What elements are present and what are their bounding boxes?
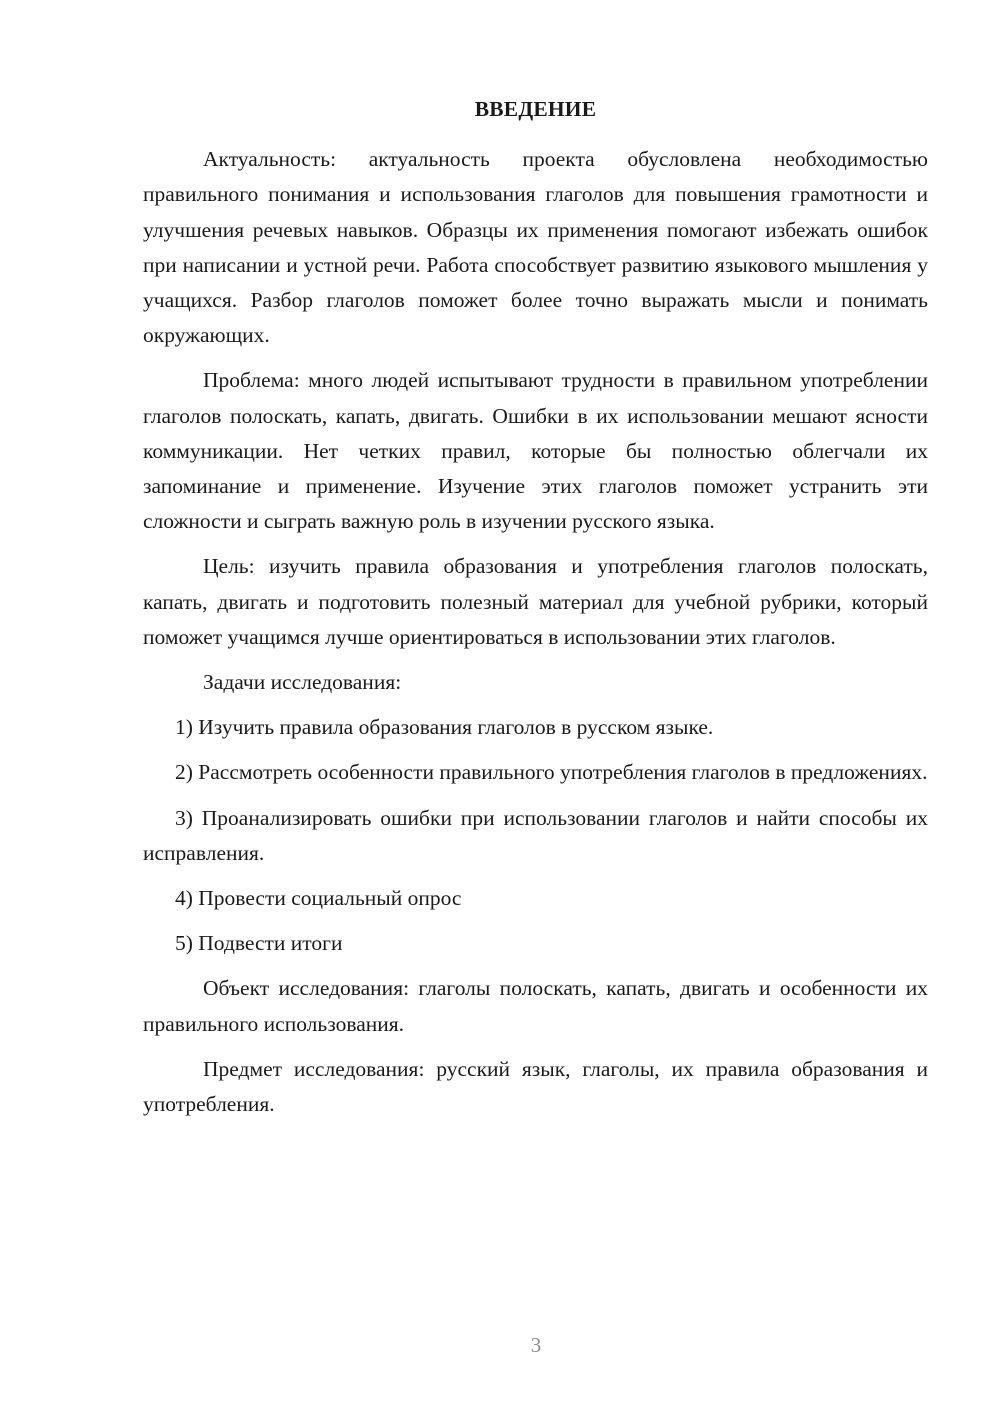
page-content bbox=[143, 92, 928, 1122]
paragraph-goal: Цель: изучить правила образования и употребления глаголов полоскать, капать, двигать и подготовить полезный материал для учебной рубрики, который поможет учащимся лучше ориентироваться в использовании этих глаголов. bbox=[143, 554, 928, 649]
paragraph-relevance: Актуальность: актуальность проекта обусловлена необходимостью правильного понимания и использования глаголов для повышения грамотности и улучшения речевых навыков. Образцы их применения помогают избежать ошибок при написании и устной речи. Работа способствует развитию языкового мышления у учащихся. Разбор глаголов поможет более точно выражать мысли и понимать окружающих. bbox=[143, 147, 928, 348]
page-number: 3 bbox=[530, 1333, 542, 1357]
paragraph-problem: Проблема: много людей испытывают трудности в правильном употреблении глаголов полоскать, капать, двигать. Ошибки в их использовании мешают ясности коммуникации. Нет четких правил, которые бы полностью облегчали их запоминание и применение. Изучение этих глаголов поможет устранить эти сложности и сыграть важную роль в изучении русского языка. bbox=[143, 368, 928, 534]
task-item-3: 3) Проанализировать ошибки при использовании глаголов и найти способы их исправления. bbox=[143, 805, 928, 865]
task-item-5: 5) Подвести итоги bbox=[175, 931, 343, 956]
task-item-1: 1) Изучить правила образования глаголов в русском языке. bbox=[175, 715, 714, 740]
tasks-heading: Задачи исследования: bbox=[203, 670, 402, 695]
task-item-2: 2) Рассмотреть особенности правильного употребления глаголов в предложениях. bbox=[175, 760, 928, 785]
task-item-4: 4) Провести социальный опрос bbox=[175, 886, 462, 911]
section-heading: ВВЕДЕНИЕ bbox=[474, 97, 597, 121]
paragraph-object: Объект исследования: глаголы полоскать, капать, двигать и особенности их правильного использования. bbox=[143, 976, 928, 1036]
paragraph-subject: Предмет исследования: русский язык, глаголы, их правила образования и употребления. bbox=[143, 1056, 928, 1117]
